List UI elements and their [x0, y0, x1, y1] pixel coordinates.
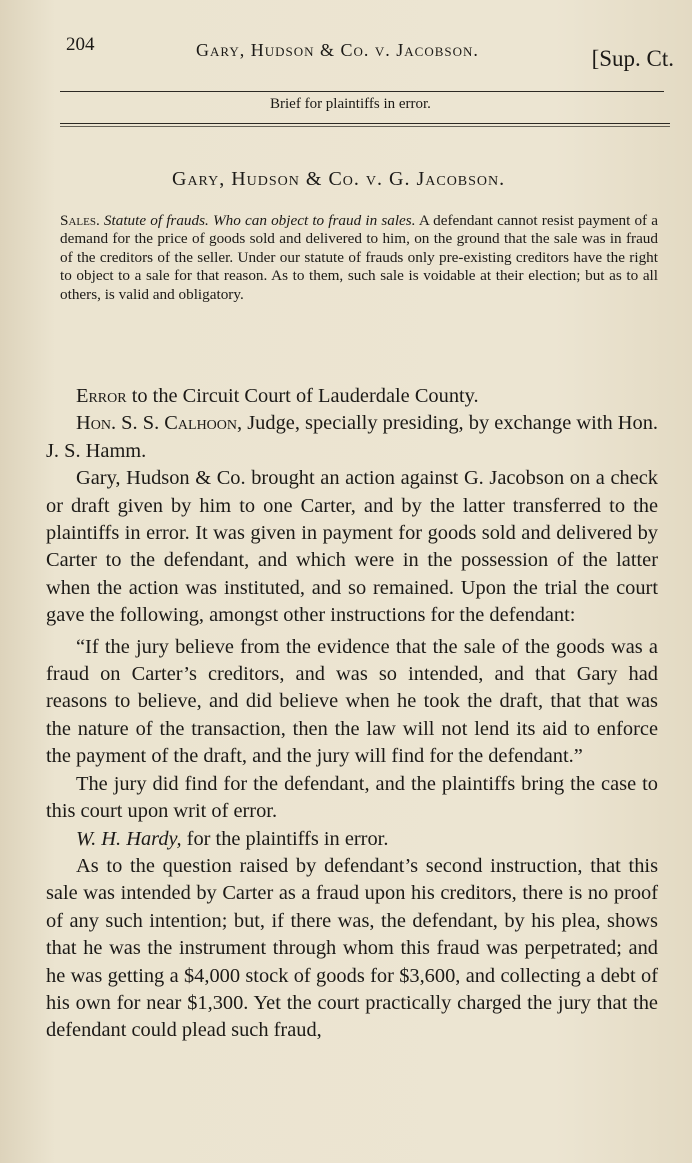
opinion-body [46, 383, 658, 1045]
header-rule-bottom [60, 123, 670, 124]
paragraph-argument: As to the question raised by defendant’s second instruction, that this sale was intended by Carter as a fraud upon his creditors, there is no proof of any such intention; but, if there was, the defendant, by his plea, shows that he was the instrument through whom this fraud was perpetrated; and he was getting a $4,000 stock of goods for $3,600, and collecting a debt of his own for near $1,300. Yet the court practically charged the jury that the defendant could plead such fraud, [46, 854, 658, 1042]
brief-label: Brief for plaintiffs in error. [270, 96, 431, 112]
syllabus [60, 212, 658, 304]
counsel-name: W. H. Hardy, [76, 827, 182, 850]
paragraph-facts: Gary, Hudson & Co. brought an action against G. Jacobson on a check or draft given by him to one Carter, and by the latter transferred to the plaintiffs in error. It was given in payment for goods sold and delivered by Carter to the defendant, and which were in the possession of the latter when the action was instituted, and so remained. Upon the trial the court gave the following, amongst other instructions for the defendant: [46, 467, 658, 627]
syllabus-headnote: Statute of frauds. Who can object to fraud in sales. [103, 212, 416, 229]
judge-line [46, 410, 658, 465]
error-rest: to the Circuit Court of Lauderdale County. [131, 385, 479, 407]
header-rule-double [60, 126, 670, 127]
case-heading: Gary, Hudson & Co. v. G. Jacobson. [172, 168, 506, 190]
syllabus-text: A defendant cannot resist payment of a demand for the price of goods sold and delivered to him, on the ground that the sale was in fraud of the creditors of the seller. Under our statute of frauds only pre-existing creditors have the right to object to a sale for that reason. As to them, such sale is voidable at their election; but as to all others, is valid and obligatory. [60, 212, 659, 303]
header-rule-top [60, 91, 664, 92]
counsel-line [46, 826, 658, 853]
counsel-rest: for the plaintiffs in error. [186, 827, 389, 850]
syllabus-topic: Sales. [60, 212, 100, 229]
judge-lead: Hon. S. S. Calhoon, [76, 412, 243, 435]
paragraph-verdict: The jury did find for the defendant, and the plaintiffs bring the case to this court upon writ of error. [46, 772, 658, 823]
error-line [46, 383, 658, 410]
paragraph-instruction-quote: “If the jury believe from the evidence that the sale of the goods was a fraud on Carter’s creditors, and was so intended, and that Gary had reasons to believe, and did believe when he took the draft, that that was the nature of the transaction, then the law will not lend its aid to enforce the payment of the draft, and the jury will find for the defendant.” [46, 635, 658, 768]
running-head [66, 34, 674, 74]
running-head-case-title: Gary, Hudson & Co. v. Jacobson. [196, 40, 479, 60]
judge-rest: Judge, specially presiding, by exchange with Hon. J. S. Hamm. [46, 412, 658, 462]
error-lead: Error [76, 385, 127, 407]
court-tag: [Sup. Ct. [591, 46, 674, 71]
page-number: 204 [66, 34, 95, 55]
